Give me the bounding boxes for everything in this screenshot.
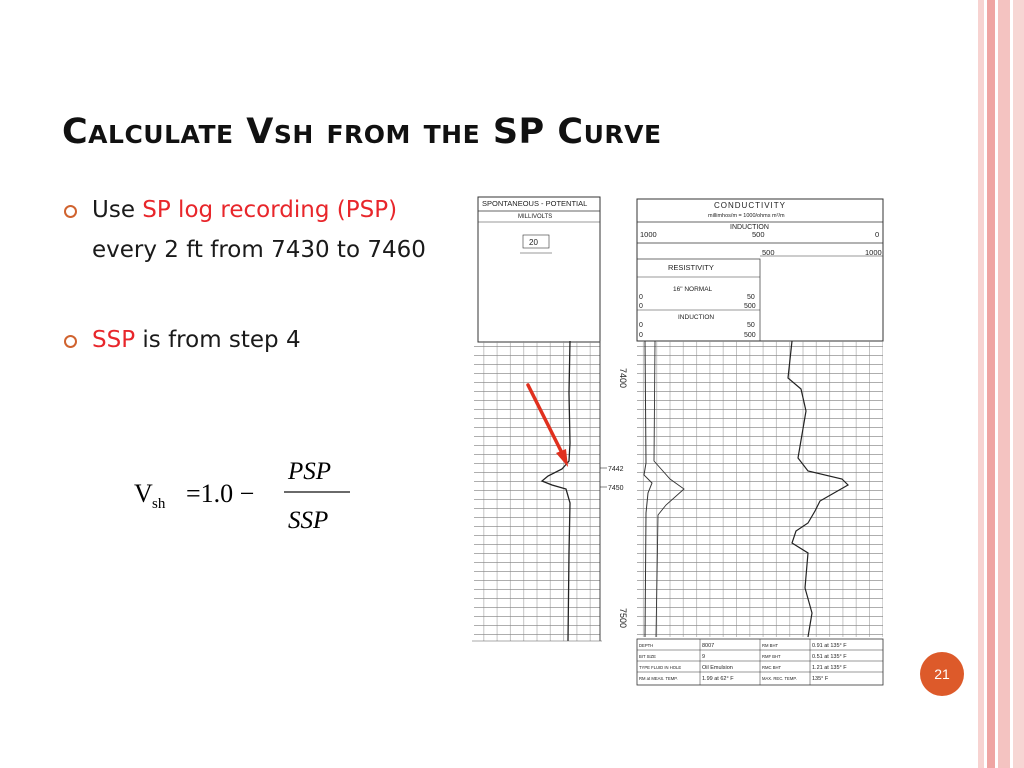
depth-label-7400: 7400: [618, 368, 628, 389]
svg-text:50: 50: [747, 322, 755, 329]
footer-table-cell: RM BHT: [762, 643, 779, 648]
formula-v: V: [134, 479, 153, 508]
svg-text:500: 500: [744, 332, 756, 339]
svg-text:50: 50: [747, 294, 755, 301]
svg-text:1000: 1000: [640, 230, 657, 239]
bullet-item: [64, 320, 464, 360]
slide-border-decoration: [978, 0, 1024, 768]
svg-text:1000: 1000: [865, 248, 882, 257]
svg-text:500: 500: [762, 248, 775, 257]
formula-subscript: sh: [152, 496, 166, 512]
sp-track: [472, 197, 602, 641]
well-log-figure: [470, 193, 890, 688]
bullet-list: [64, 190, 464, 360]
footer-table-cell: RM at MEAS. TEMP.: [639, 676, 678, 681]
svg-text:0: 0: [875, 230, 880, 239]
bullet-item: [64, 190, 464, 270]
svg-text:0: 0: [639, 332, 643, 339]
footer-table-cell: DEPTH: [639, 643, 654, 648]
depth-marker-7450: 7450: [608, 485, 624, 492]
footer-table-cell: 1.21 at 135° F: [812, 665, 847, 671]
sp-title: SPONTANEOUS - POTENTIAL: [482, 199, 588, 208]
bullet-marker-icon: [64, 205, 77, 218]
depth-marker-7442: 7442: [608, 466, 624, 473]
footer-table-cell: RMF BHT: [762, 654, 781, 659]
footer-table-cell: 0.91 at 135° F: [812, 643, 847, 649]
conductivity-induction: INDUCTION: [730, 224, 769, 231]
bullet-marker-icon: [64, 335, 77, 348]
footer-table-cell: RMC BHT: [762, 665, 782, 670]
slide-title: Calculate Vsh from the SP Curve: [62, 112, 662, 152]
conductivity-track: [637, 199, 883, 637]
footer-table-cell: Oil Emulsion: [702, 665, 733, 671]
footer-table-cell: 9: [702, 654, 706, 660]
svg-text:0: 0: [639, 322, 643, 329]
depth-track: [600, 368, 628, 628]
footer-table-cell: 8007: [702, 643, 715, 649]
slide-number-badge: 21: [920, 652, 964, 696]
footer-table-cell: 135° F: [812, 676, 829, 682]
footer-table-cell: TYPE FLUID IN HOLE: [639, 665, 682, 670]
bullet-text: Use SP log recording (PSP) every 2 ft from 7430 to 7460: [92, 197, 426, 263]
footer-table-cell: 0.51 at 135° F: [812, 654, 847, 660]
svg-text:500: 500: [744, 303, 756, 310]
formula-denominator: SSP: [288, 507, 329, 534]
footer-table-cell: MAX. REC. TEMP.: [762, 676, 797, 681]
bullet-text: SSP is from step 4: [92, 327, 301, 353]
footer-table-cell: BIT SIZE: [639, 654, 656, 659]
vsh-formula: [128, 452, 368, 542]
footer-table-cell: 1.99 at 62° F: [702, 676, 734, 682]
sp-scale: 20: [529, 238, 538, 247]
depth-label-7500: 7500: [618, 608, 628, 629]
svg-text:500: 500: [752, 230, 765, 239]
conductivity-title: CONDUCTIVITY: [714, 201, 786, 210]
svg-text:0: 0: [639, 294, 643, 301]
svg-text:0: 0: [639, 303, 643, 310]
sp-units: MILLIVOLTS: [518, 214, 553, 220]
resistivity-induction: INDUCTION: [678, 314, 715, 321]
formula-expression: =1.0 −: [186, 479, 255, 508]
conductivity-units: millimhos/m = 1000/ohms m²/m: [708, 213, 785, 219]
log-footer-table: [637, 639, 883, 685]
normal-label: 16" NORMAL: [673, 286, 713, 293]
resistivity-title: RESISTIVITY: [668, 263, 714, 272]
formula-numerator: PSP: [288, 458, 332, 485]
